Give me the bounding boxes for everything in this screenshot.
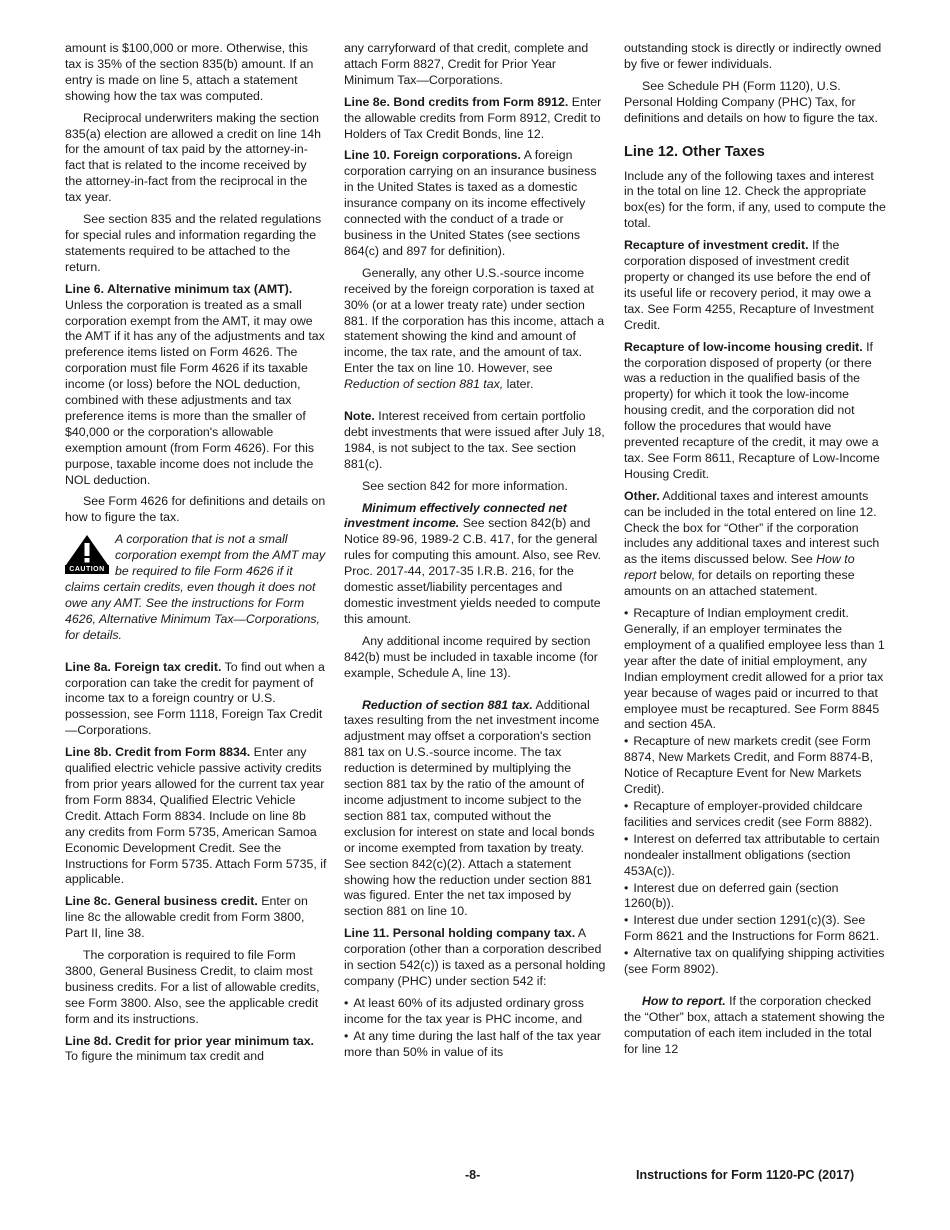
column-1	[65, 41, 327, 1071]
line8a-section	[65, 660, 327, 740]
list-item: • Interest on deferred tax attributable to certain nondealer installment obligations (section 453A(c)).	[624, 832, 886, 880]
list-item: • Interest due on deferred gain (section 1260(b)).	[624, 881, 886, 913]
list-item: • At any time during the last half of the tax year more than 50% in value of its	[344, 1029, 606, 1061]
note-text: Interest received from certain portfolio debt investments that were issued after July 18, 1984, is not subject to the tax. See section 881(c).	[344, 409, 605, 471]
paragraph	[344, 266, 606, 393]
line11-section	[344, 926, 606, 990]
paragraph: See section 835 and the related regulations for special rules and information regarding the statements required to be attached to the return.	[65, 212, 322, 274]
list-item: • Interest due under section 1291(c)(3). See Form 8621 and the Instructions for Form 8621.	[624, 913, 886, 945]
how-to-report-heading: How to report.	[642, 993, 726, 1008]
min-income-section	[344, 501, 606, 628]
line12-heading: Line 12. Other Taxes	[624, 143, 765, 160]
line8e-heading: Line 8e. Bond credits from Form 8912.	[344, 94, 569, 109]
caution-label: CAUTION	[65, 565, 109, 574]
line8c-heading: Line 8c. General business credit.	[65, 894, 258, 909]
line8d-text: To figure the minimum tax credit and	[65, 1049, 264, 1064]
paragraph: Include any of the following taxes and interest in the total on line 12. Check the appropriate box(es) for the form, if any, used to compute the total.	[624, 168, 886, 231]
list-item: • At least 60% of its adjusted ordinary gross income for the tax year is PHC income, and	[344, 996, 606, 1028]
reduction-text: Additional taxes resulting from the net investment income adjustment may offset a corporation's section 881 tax on U.S.-source income. The tax reduction is determined by multiplying the section 881 tax by the ratio of the amount of income adjustment to income subject to the section 881 tax, computed without the exclusion for interest on state and local bonds or income exempted from taxation by treaty. See section 842(c)(2). Attach a statement showing how the reduction under section 881 was figured. Enter the net tax imposed by section 881 on line 10.	[344, 697, 600, 919]
caution-icon	[65, 534, 109, 574]
line8b-heading: Line 8b. Credit from Form 8834.	[65, 745, 251, 760]
paragraph: Reciprocal underwriters making the section 835(a) election are allowed a credit on line 14h for the amount of tax paid by the attorney-in-fact that is related to the income received by the attorney-in-fact from the reciprocal in the tax year.	[65, 110, 321, 205]
list-item: • Recapture of Indian employment credit. Generally, if an employer terminates the employment of a qualified employee less than 1 year after the date of initial employment, any Indian employment credit allowed for a prior tax year because of wages paid or incurred to that employee must be recaptured. See Form 8845 and section 45A.	[624, 606, 886, 733]
text: later.	[506, 377, 534, 392]
line8a-heading: Line 8a. Foreign tax credit.	[65, 659, 222, 674]
other-section	[624, 489, 886, 600]
line8c-text: Enter on line 8c the allowable credit from Form 3800, Part II, line 38.	[65, 894, 308, 941]
reference-link: Reduction of section 881 tax,	[344, 377, 504, 392]
list-item: • Recapture of employer-provided childcare facilities and services credit (see Form 8882).	[624, 799, 886, 831]
other-text: Additional taxes and interest amounts can be included in the total entered on line 12. Check the box for “Other” if the corporation includes any additional taxes and interest such as the items discussed below. See	[624, 488, 880, 567]
recap-low-income-text: If the corporation disposed of property (or there was a reduction in the qualified basis of the property) for which it took the low-income housing credit, and the corporation did not follow the procedures that would have prevented recapture of the credit, it may owe a tax. See Form 8611, Recapture of Low-Income Housing Credit.	[624, 339, 880, 481]
paragraph: See Schedule PH (Form 1120), U.S. Personal Holding Company (PHC) Tax, for definitions and details on how to figure the tax.	[624, 78, 878, 125]
line11-heading: Line 11. Personal holding company tax.	[344, 926, 576, 941]
reduction-section	[344, 698, 606, 921]
how-to-report-text: If the corporation checked the “Other” box, attach a statement showing the computation of each item included in the total for line 12	[624, 993, 885, 1056]
reduction-heading: Reduction of section 881 tax.	[362, 697, 533, 712]
caution-box	[65, 532, 327, 643]
paragraph: See section 842 for more information.	[362, 478, 568, 493]
list-item: • Recapture of new markets credit (see Form 8874, New Markets Credit, and Form 8874-B, Notice of Recapture Event for New Markets Credit).	[624, 734, 886, 798]
caution-text: A corporation that is not a small corporation exempt from the AMT may be required to file Form 4626 if it claims certain credits, even though it does not owe any AMT. See the instructions for Form 4626, Alternative Minimum Tax—Corporations, for details.	[65, 532, 326, 642]
line6-heading: Line 6. Alternative minimum tax (AMT).	[65, 281, 293, 296]
recap-investment-section	[624, 238, 886, 333]
paragraph: amount is $100,000 or more. Otherwise, this tax is 35% of the section 835(b) amount. If an entry is made on line 5, attach a statement showing how the tax was computed.	[65, 41, 314, 103]
column-3	[624, 41, 886, 1064]
recap-low-income-section	[624, 340, 886, 483]
paragraph: any carryforward of that credit, complete and attach Form 8827, Credit for Prior Year Minimum Tax—Corporations.	[344, 41, 589, 87]
how-to-report-section	[624, 994, 886, 1058]
paragraph: outstanding stock is directly or indirectly owned by five or fewer individuals.	[624, 41, 882, 71]
paragraph: The corporation is required to file Form 3800, General Business Credit, to claim most business credits. For a list of allowable credits, see Form 3800. Also, see the applicable credit form and its instructions.	[65, 948, 320, 1026]
line6-section	[65, 282, 327, 489]
other-taxes-list	[624, 606, 886, 978]
document-title: Instructions for Form 1120-PC (2017)	[636, 1168, 855, 1182]
line8d-section	[65, 1034, 327, 1066]
other-heading: Other.	[624, 488, 660, 503]
note-label: Note.	[344, 409, 375, 424]
warning-triangle-icon	[65, 534, 109, 566]
line8b-section	[65, 745, 327, 888]
recap-low-income-heading: Recapture of low-income housing credit.	[624, 339, 863, 354]
other-text-continued: below, for details on reporting these amounts on an attached statement.	[624, 568, 855, 599]
min-income-heading: Minimum effectively connected net investment income.	[344, 500, 567, 531]
line8e-section	[344, 95, 606, 143]
line8b-text: Enter any qualified electric vehicle passive activity credits from prior years allowed for the current tax year from Form 8834, Qualified Electric Vehicle Credit. Attach Form 8834. Include on line 8b any credits from Form 5735, American Samoa Economic Development Credit. See the Instructions for Form 5735. Attach Form 5735, if applicable.	[65, 745, 327, 887]
recap-investment-heading: Recapture of investment credit.	[624, 238, 809, 253]
recap-investment-text: If the corporation disposed of investment credit property or changed its use before the end of its useful life or recovery period, it may owe a tax. See Form 4255, Recapture of Investment Credit.	[624, 238, 874, 332]
min-income-text: See section 842(b) and Notice 89-96, 1989-2 C.B. 417, for the general rules for computing this amount. Also, see Rev. Proc. 2017-44, 2017-35 I.R.B. 216, for the domestic asset/liability percentages and domestic investment yields needed to compute this amount.	[344, 516, 602, 626]
text: Generally, any other U.S.-source income received by the foreign corporation is taxed at 30% (or at a lower treaty rate) under section 881. If the corporation has this income, attach a statement showing the kind and amount of income, the tax rate, and the amount of tax. Enter the tax on line 10. However, see	[344, 265, 605, 376]
note-section	[344, 409, 606, 473]
page-number: -8-	[465, 1168, 481, 1182]
line8d-heading: Line 8d. Credit for prior year minimum tax.	[65, 1033, 314, 1048]
line8a-text: To find out when a corporation can take the credit for payment of income tax to a foreign country or U.S. possession, see Form 1118, Foreign Tax Credit—Corporations.	[65, 659, 325, 738]
line6-text: Unless the corporation is treated as a small corporation exempt from the AMT, it may owe the AMT if it has any of the adjustments and tax preference items listed on Form 4626. The corporation must file Form 4626 if its taxable income (or loss) before the NOL deduction, combined with these adjustments and tax preference items is more than the smaller of $40,000 or the corporation's allowable exemption amount (from Form 4626). For this purpose, taxable income does not include the NOL deduction.	[65, 297, 325, 487]
line10-section	[344, 148, 606, 259]
phc-conditions-list	[344, 996, 606, 1061]
line11-text: A corporation (other than a corporation described in section 542(c)) is taxed as a personal holding company (PHC) under section 542 if:	[344, 926, 606, 988]
column-2	[344, 41, 606, 1061]
line10-heading: Line 10. Foreign corporations.	[344, 148, 521, 163]
line8e-text: Enter the allowable credits from Form 8912, Credit to Holders of Tax Credit Bonds, line 12.	[344, 94, 602, 141]
line8c-section	[65, 894, 327, 942]
reference-link: How to report	[624, 552, 855, 583]
paragraph: Any additional income required by section 842(b) must be included in taxable income (for example, Schedule A, line 13).	[344, 633, 598, 680]
paragraph: See Form 4626 for definitions and details on how to figure the tax.	[65, 494, 326, 525]
list-item: • Alternative tax on qualifying shipping activities (see Form 8902).	[624, 946, 886, 978]
line10-text: A foreign corporation carrying on an insurance business in the United States is taxed as a domestic insurance company on its income effectively connected with the conduct of a trade or business in the United States (see sections 864(c) and 897 for definition).	[344, 148, 597, 258]
